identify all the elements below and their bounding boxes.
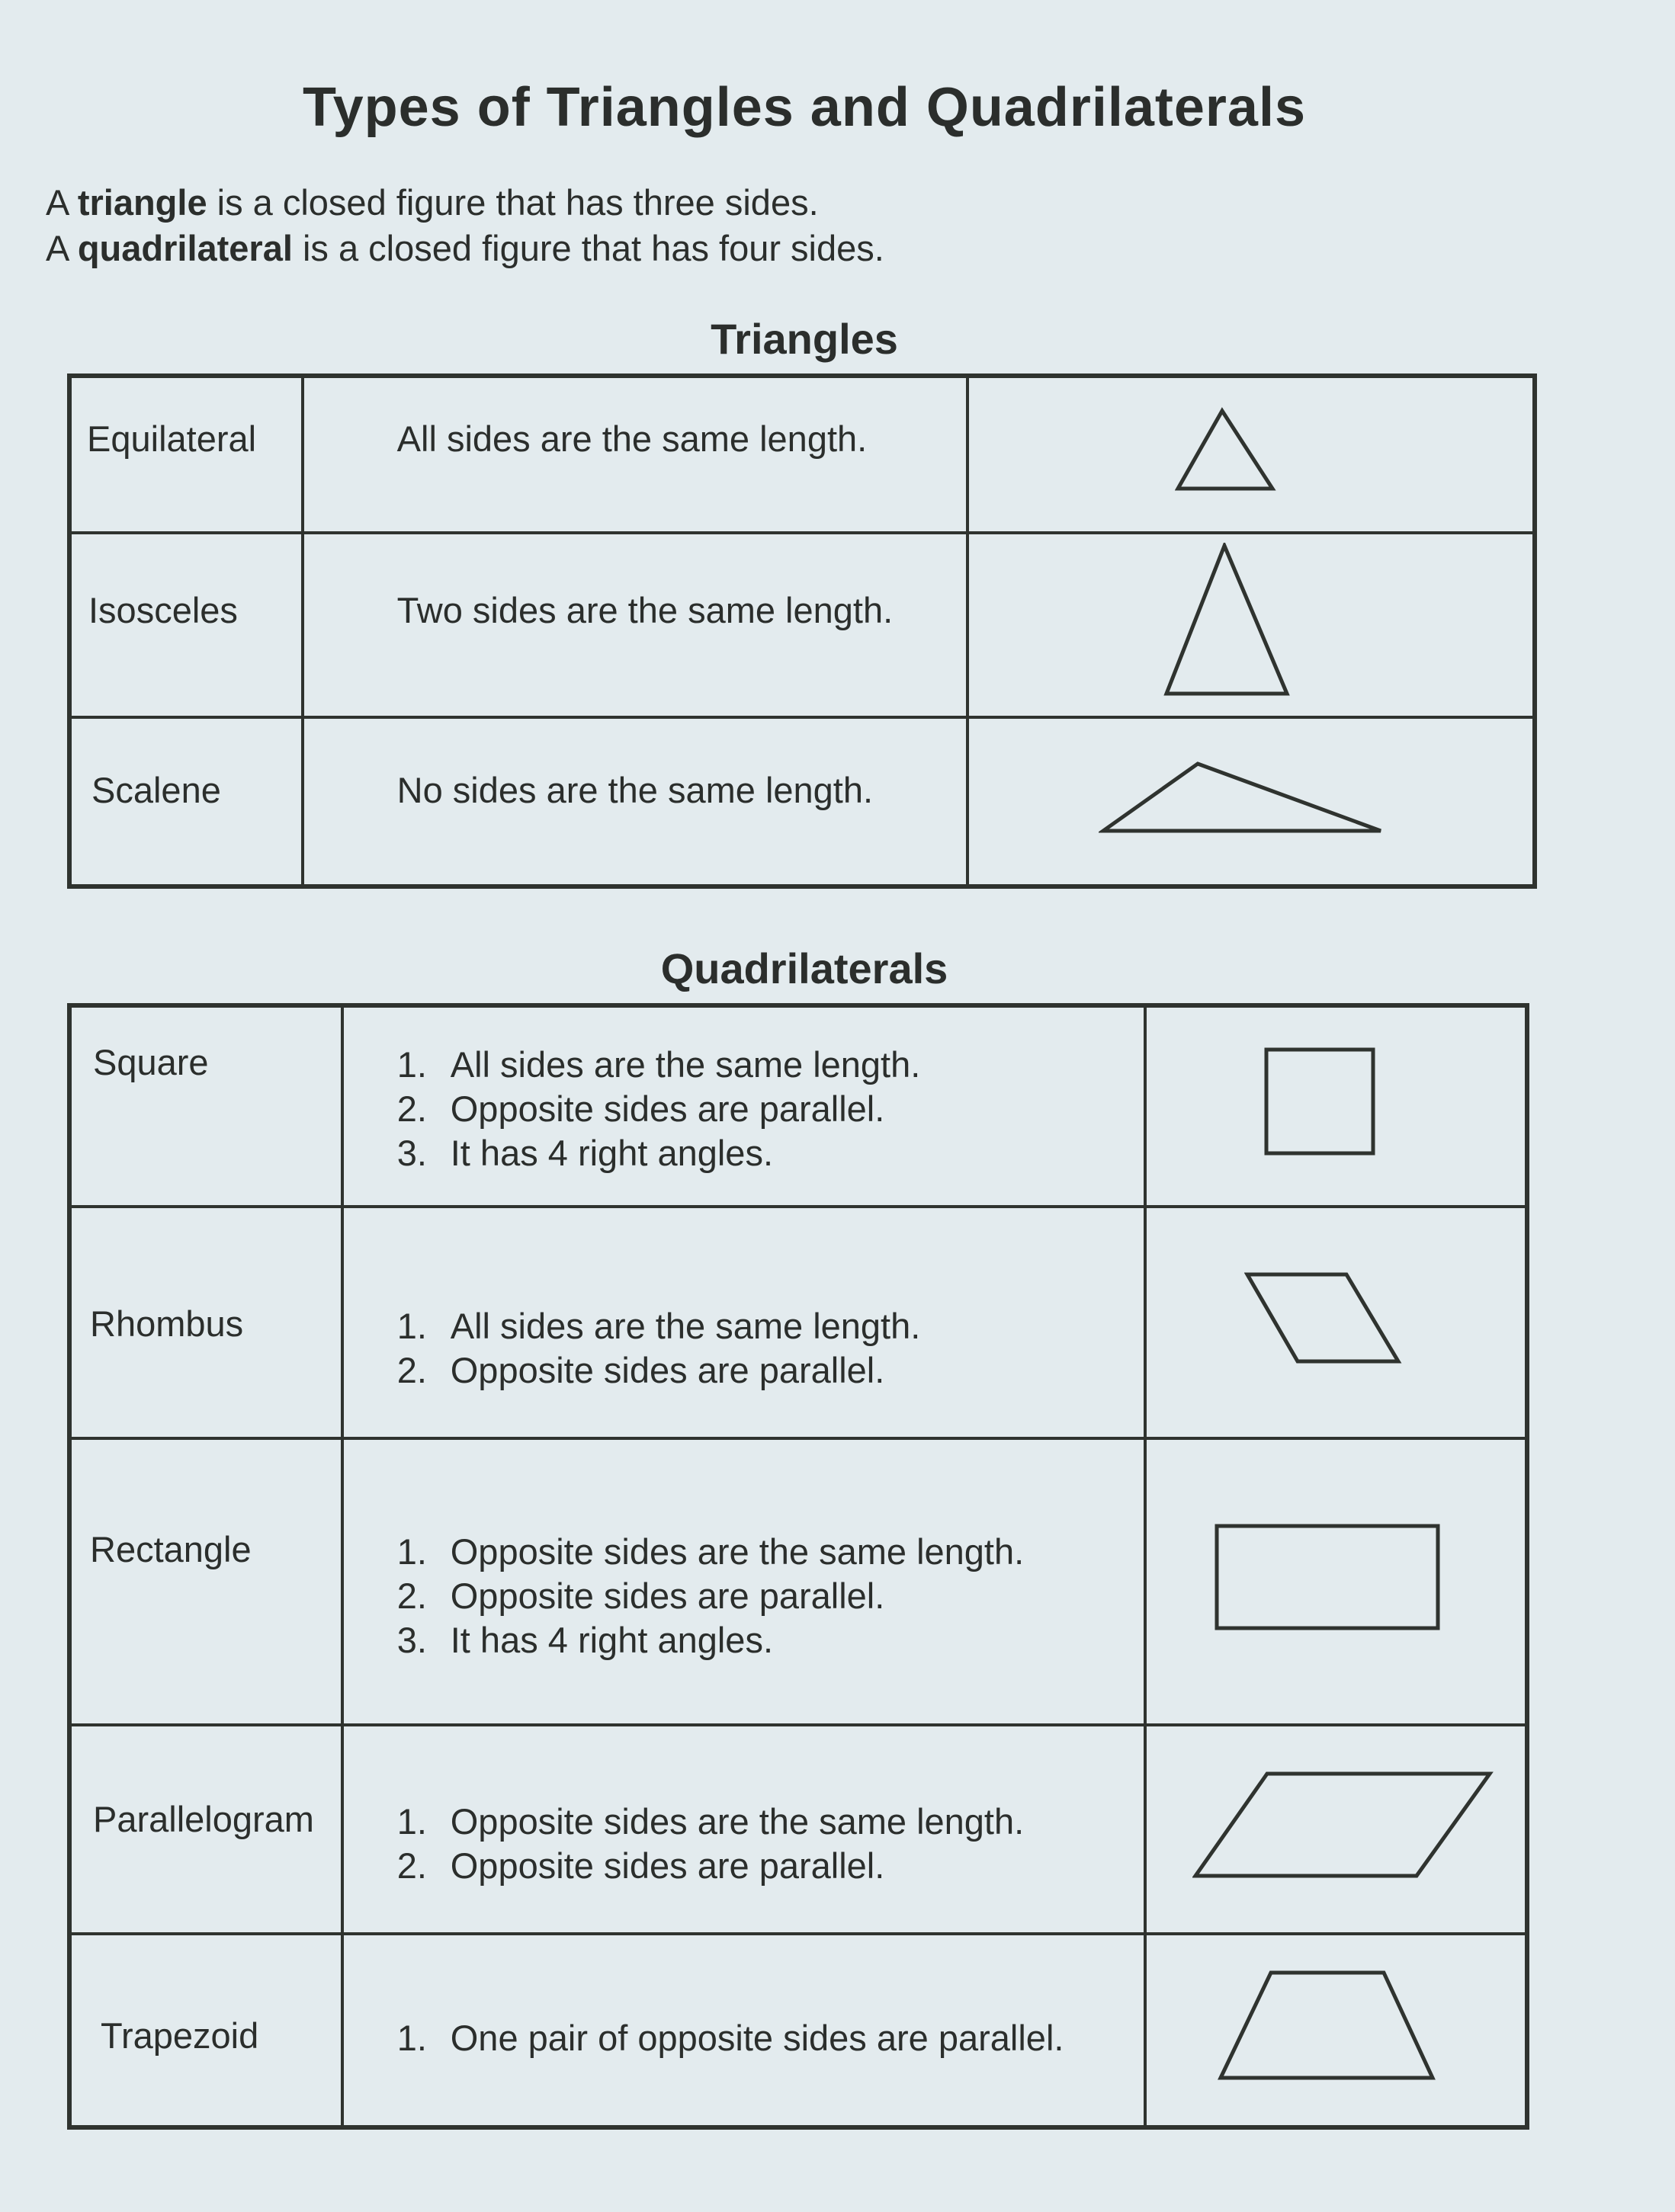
property-item [397, 1844, 1144, 1888]
definition-term: quadrilateral [77, 228, 293, 268]
shape-name: Rhombus [90, 1303, 244, 1344]
shape-name-cell [69, 717, 303, 886]
square-icon [1263, 1047, 1378, 1158]
shape-figure-cell [967, 376, 1535, 533]
property-number: 3. [396, 1620, 427, 1660]
trapezoid-icon [1218, 1970, 1439, 2082]
definition-term: triangle [77, 182, 207, 223]
shape-name: Equilateral [87, 418, 257, 459]
property-text: Opposite sides are the same length. [450, 1801, 1025, 1842]
shape-figure-cell [967, 533, 1535, 717]
property-number: 1. [396, 1044, 427, 1085]
property-text: Opposite sides are parallel. [450, 1350, 885, 1390]
table-row [69, 1207, 1527, 1438]
property-number: 1. [396, 1531, 427, 1572]
property-item [397, 1618, 1144, 1662]
shape-description-cell [303, 717, 968, 886]
property-number: 1. [396, 1801, 427, 1842]
shape-name-cell [69, 1438, 342, 1725]
quadrilateral-definition [46, 226, 884, 271]
table-row [69, 1934, 1527, 2127]
property-item [397, 1574, 1144, 1618]
property-text: It has 4 right angles. [450, 1620, 774, 1660]
property-number: 2. [396, 1845, 427, 1886]
table-row [69, 1438, 1527, 1725]
parallelogram-icon [1192, 1771, 1494, 1880]
table-row [69, 1725, 1527, 1934]
table-row [69, 533, 1535, 717]
table-row [69, 717, 1535, 886]
shape-description: No sides are the same length. [396, 770, 874, 810]
property-text: It has 4 right angles. [450, 1133, 774, 1173]
rectangle-icon [1214, 1523, 1442, 1633]
property-text: Opposite sides are the same length. [450, 1531, 1025, 1572]
shape-figure-cell [1145, 1207, 1527, 1438]
shape-figure-cell [967, 717, 1535, 886]
property-item [397, 1043, 1144, 1087]
properties-list [397, 1043, 1144, 1175]
property-text: All sides are the same length. [450, 1044, 921, 1085]
shape-properties-cell [342, 1934, 1145, 2127]
isosceles-triangle-icon [1163, 543, 1293, 700]
property-item [397, 2016, 1144, 2060]
scalene-triangle-icon [1099, 759, 1388, 835]
shape-properties-cell [342, 1725, 1145, 1934]
page-title: Types of Triangles and Quadrilaterals [302, 77, 1307, 138]
property-text: Opposite sides are parallel. [450, 1088, 885, 1129]
triangle-definition [46, 180, 884, 226]
shape-name: Trapezoid [101, 2015, 259, 2056]
shape-name: Isosceles [88, 590, 238, 630]
property-number: 2. [396, 1088, 427, 1129]
properties-list [397, 1304, 1144, 1393]
shape-properties-cell [342, 1005, 1145, 1207]
shape-description: Two sides are the same length. [396, 590, 894, 630]
property-item [397, 1131, 1144, 1175]
properties-list [397, 2016, 1144, 2060]
shape-name-cell [69, 1725, 342, 1934]
shape-properties-cell [342, 1438, 1145, 1725]
definition-text: is a closed figure that has four sides. [292, 228, 884, 268]
property-number: 3. [396, 1133, 427, 1173]
quadrilaterals-table [67, 1003, 1529, 2130]
rhombus-icon [1244, 1271, 1404, 1366]
shape-description: All sides are the same length. [396, 418, 868, 459]
properties-list [397, 1800, 1144, 1888]
shape-figure-cell [1145, 1438, 1527, 1725]
definition-prefix: A [46, 228, 78, 268]
shape-figure-cell [1145, 1934, 1527, 2127]
property-item [397, 1087, 1144, 1131]
property-text: Opposite sides are parallel. [450, 1576, 885, 1616]
triangles-table [67, 373, 1537, 889]
shape-figure-cell [1145, 1005, 1527, 1207]
property-number: 1. [396, 2018, 427, 2058]
shape-name-cell [69, 1005, 342, 1207]
property-item [397, 1530, 1144, 1574]
shape-name: Rectangle [90, 1529, 252, 1569]
properties-list [397, 1530, 1144, 1662]
definition-prefix: A [46, 182, 78, 223]
shape-name-cell [69, 1934, 342, 2127]
shape-properties-cell [342, 1207, 1145, 1438]
shape-name: Square [93, 1042, 209, 1082]
shape-description-cell [303, 376, 968, 533]
property-number: 2. [396, 1576, 427, 1616]
definition-text: is a closed figure that has three sides. [207, 182, 819, 223]
table-row [69, 1005, 1527, 1207]
shape-name: Scalene [91, 770, 221, 810]
property-text: Opposite sides are parallel. [450, 1845, 885, 1886]
shape-figure-cell [1145, 1725, 1527, 1934]
triangles-heading: Triangles [711, 315, 898, 363]
intro-definitions [46, 180, 884, 271]
property-text: One pair of opposite sides are parallel. [450, 2018, 1064, 2058]
property-number: 1. [396, 1306, 427, 1346]
shape-description-cell [303, 533, 968, 717]
shape-name-cell [69, 1207, 342, 1438]
property-text: All sides are the same length. [450, 1306, 921, 1346]
property-item [397, 1304, 1144, 1348]
property-item [397, 1348, 1144, 1393]
equilateral-triangle-icon [1175, 405, 1282, 496]
shape-name-cell [69, 533, 303, 717]
shape-name: Parallelogram [93, 1799, 314, 1839]
table-row [69, 376, 1535, 533]
shape-name-cell [69, 376, 303, 533]
property-item [397, 1800, 1144, 1844]
quadrilaterals-heading: Quadrilaterals [660, 944, 948, 992]
property-number: 2. [396, 1350, 427, 1390]
